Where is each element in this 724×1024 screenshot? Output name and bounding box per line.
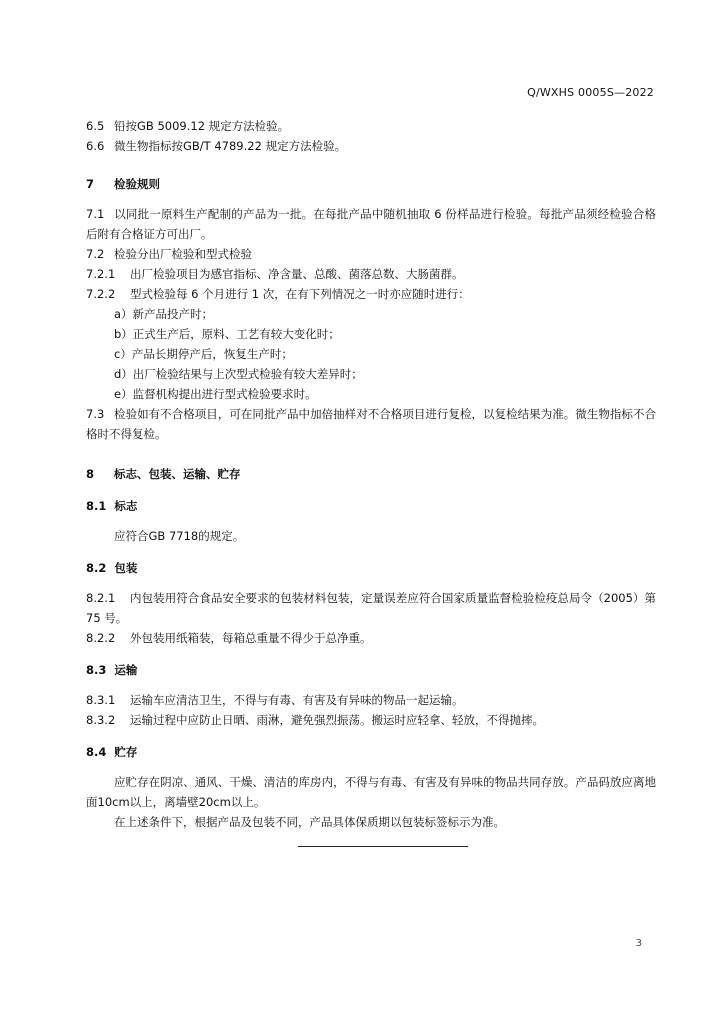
clause-text: 检验如有不合格项目，可在同批产品中加倍抽样对不合格项目进行复检，以复检结果为准。微生物指标不合格时不得复检。 [86, 407, 656, 441]
chapter-title: 检验规则 [114, 177, 160, 191]
clause-text: 微生物指标按GB/T 4789.22 规定方法检验。 [114, 139, 347, 153]
list-item: a）新产品投产时； [114, 307, 214, 321]
clause-number: 6.6 [86, 139, 105, 153]
clause-text: 以同批一原料生产配制的产品为一批。在每批产品中随机抽取 6 份样品进行检验。每批产品须经检验合格后附有合格证方可出厂。 [86, 207, 656, 241]
clause-text: 运输车应清洁卫生，不得与有毒、有害及有异味的物品一起运输。 [130, 693, 464, 707]
section-title: 包装 [114, 561, 138, 575]
clause-number: 8.2.1 [86, 591, 116, 605]
list-item: d）出厂检验结果与上次型式检验有较大差异时； [114, 367, 363, 381]
clause-7-2-2 [86, 284, 656, 304]
clause-text: 检验分出厂检验和型式检验 [114, 247, 252, 261]
clause-number: 7.2.2 [86, 287, 116, 301]
section-8-3-heading [86, 660, 656, 680]
clause-7-2 [86, 244, 656, 264]
chapter-number: 8 [86, 467, 95, 481]
section-number: 8.4 [86, 745, 107, 759]
section-8-1-body: 应符合GB 7718的规定。 [114, 529, 245, 543]
section-8-2-heading [86, 558, 656, 578]
clause-number: 7.3 [86, 407, 105, 421]
clause-text: 铅按GB 5009.12 规定方法检验。 [114, 119, 290, 133]
section-8-4-note: 在上述条件下，根据产品及包装不同，产品具体保质期以包装标签标示为准。 [114, 815, 505, 829]
clause-6-6 [86, 136, 656, 156]
section-8-1-heading [86, 496, 656, 516]
clause-6-5 [86, 116, 656, 136]
section-number: 8.2 [86, 561, 107, 575]
section-title: 贮存 [114, 745, 138, 759]
page-number: 3 [635, 938, 642, 949]
document-body [86, 116, 656, 847]
clause-8-2-1 [86, 588, 656, 628]
clause-7-1 [86, 204, 656, 244]
chapter-8-heading [86, 464, 656, 484]
clause-7-2-1 [86, 264, 656, 284]
chapter-7-heading [86, 174, 656, 194]
clause-8-2-2 [86, 628, 656, 648]
section-title: 运输 [114, 663, 138, 677]
list-item: c）产品长期停产后，恢复生产时； [114, 347, 293, 361]
section-8-4-heading [86, 742, 656, 762]
clause-number: 7.2 [86, 247, 105, 261]
clause-text: 内包装用符合食品安全要求的包装材料包装，定量误差应符合国家质量监督检验检疫总局令（2005）第 75 号。 [86, 591, 656, 625]
end-of-document-rule [298, 846, 468, 847]
list-item: b）正式生产后，原料、工艺有较大变化时； [114, 327, 340, 341]
section-8-4-body: 应贮存在阴凉、通风、干燥、清洁的库房内，不得与有毒、有害及有异味的物品共同存放。产品码放应离地面10cm以上，离墙壁20cm以上。 [86, 775, 656, 809]
section-number: 8.3 [86, 663, 107, 677]
chapter-title: 标志、包装、运输、贮存 [114, 467, 241, 481]
clause-7-3 [86, 404, 656, 444]
clause-number: 7.2.1 [86, 267, 116, 281]
list-item: e）监督机构提出进行型式检验要求时。 [114, 387, 317, 401]
clause-number: 8.2.2 [86, 631, 116, 645]
clause-text: 出厂检验项目为感官指标、净含量、总酸、菌落总数、大肠菌群。 [130, 267, 464, 281]
clause-number: 8.3.2 [86, 713, 116, 727]
section-title: 标志 [114, 499, 138, 513]
clause-text: 外包装用纸箱装，每箱总重量不得少于总净重。 [130, 631, 372, 645]
section-number: 8.1 [86, 499, 107, 513]
document-code: Q/WXHS 0005S—2022 [527, 86, 654, 99]
clause-text: 运输过程中应防止日晒、雨淋，避免强烈振荡。搬运时应轻拿、轻放，不得抛摔。 [130, 713, 544, 727]
chapter-number: 7 [86, 177, 95, 191]
clause-8-3-1 [86, 690, 656, 710]
clause-text: 型式检验每 6 个月进行 1 次，在有下列情况之一时亦应随时进行： [130, 287, 470, 301]
clause-number: 6.5 [86, 119, 105, 133]
clause-number: 7.1 [86, 207, 105, 221]
clause-8-3-2 [86, 710, 656, 730]
clause-number: 8.3.1 [86, 693, 116, 707]
